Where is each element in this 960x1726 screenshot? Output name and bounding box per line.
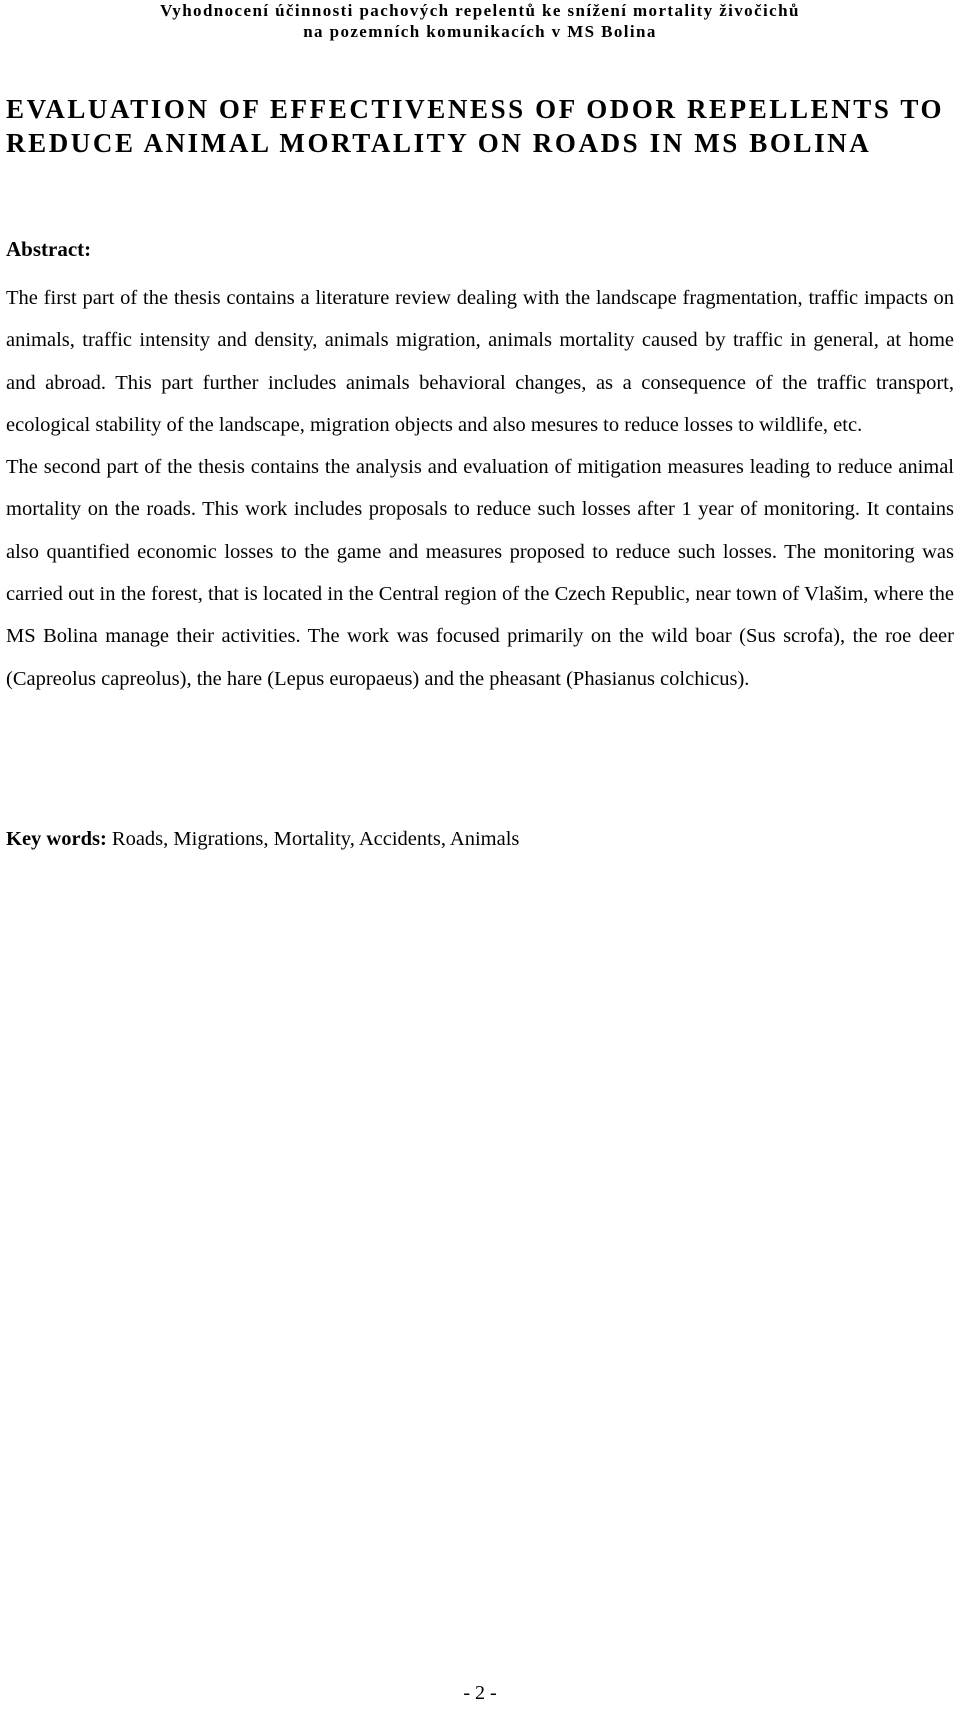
page-number: - 2 - <box>463 1682 497 1704</box>
running-header <box>0 0 960 42</box>
abstract-heading: Abstract: <box>6 237 92 261</box>
keywords-value: Roads, Migrations, Mortality, Accidents, Animals <box>106 828 520 850</box>
abstract-paragraph-1: The first part of the thesis contains a literature review dealing with the landscape fragmentation, traffic impacts on animals, traffic intensity and density, animals migration, animals mortality caused by traffic in general, at home and abroad. This part further includes animals behavioral changes, as a consequence of the traffic transport, ecological stability of the landscape, migration objects and also mesures to reduce losses to wildlife, etc. <box>6 287 954 436</box>
keywords-label: Key words: <box>6 828 107 850</box>
paper-title: EVALUATION OF EFFECTIVENESS OF ODOR REPELLENTS TO REDUCE ANIMAL MORTALITY ON ROADS IN MS BOLINA <box>6 94 945 158</box>
running-header-line-1: Vyhodnocení účinnosti pachových repelentů ke snížení mortality živočichů <box>160 1 800 20</box>
abstract-paragraph-2: The second part of the thesis contains the analysis and evaluation of mitigation measures leading to reduce animal mortality on the roads. This work includes proposals to reduce such losses after 1 year of monitoring. It contains also quantified economic losses to the game and measures proposed to reduce such losses. The monitoring was carried out in the forest, that is located in the Central region of the Czech Republic, near town of Vlašim, where the MS Bolina manage their activities. The work was focused primarily on the wild boar (Sus scrofa), the roe deer (Capreolus capreolus), the hare (Lepus europaeus) and the pheasant (Phasianus colchicus). <box>6 456 954 690</box>
keywords <box>6 826 519 852</box>
abstract-body <box>6 277 954 700</box>
running-header-line-2: na pozemních komunikacích v MS Bolina <box>303 22 657 41</box>
